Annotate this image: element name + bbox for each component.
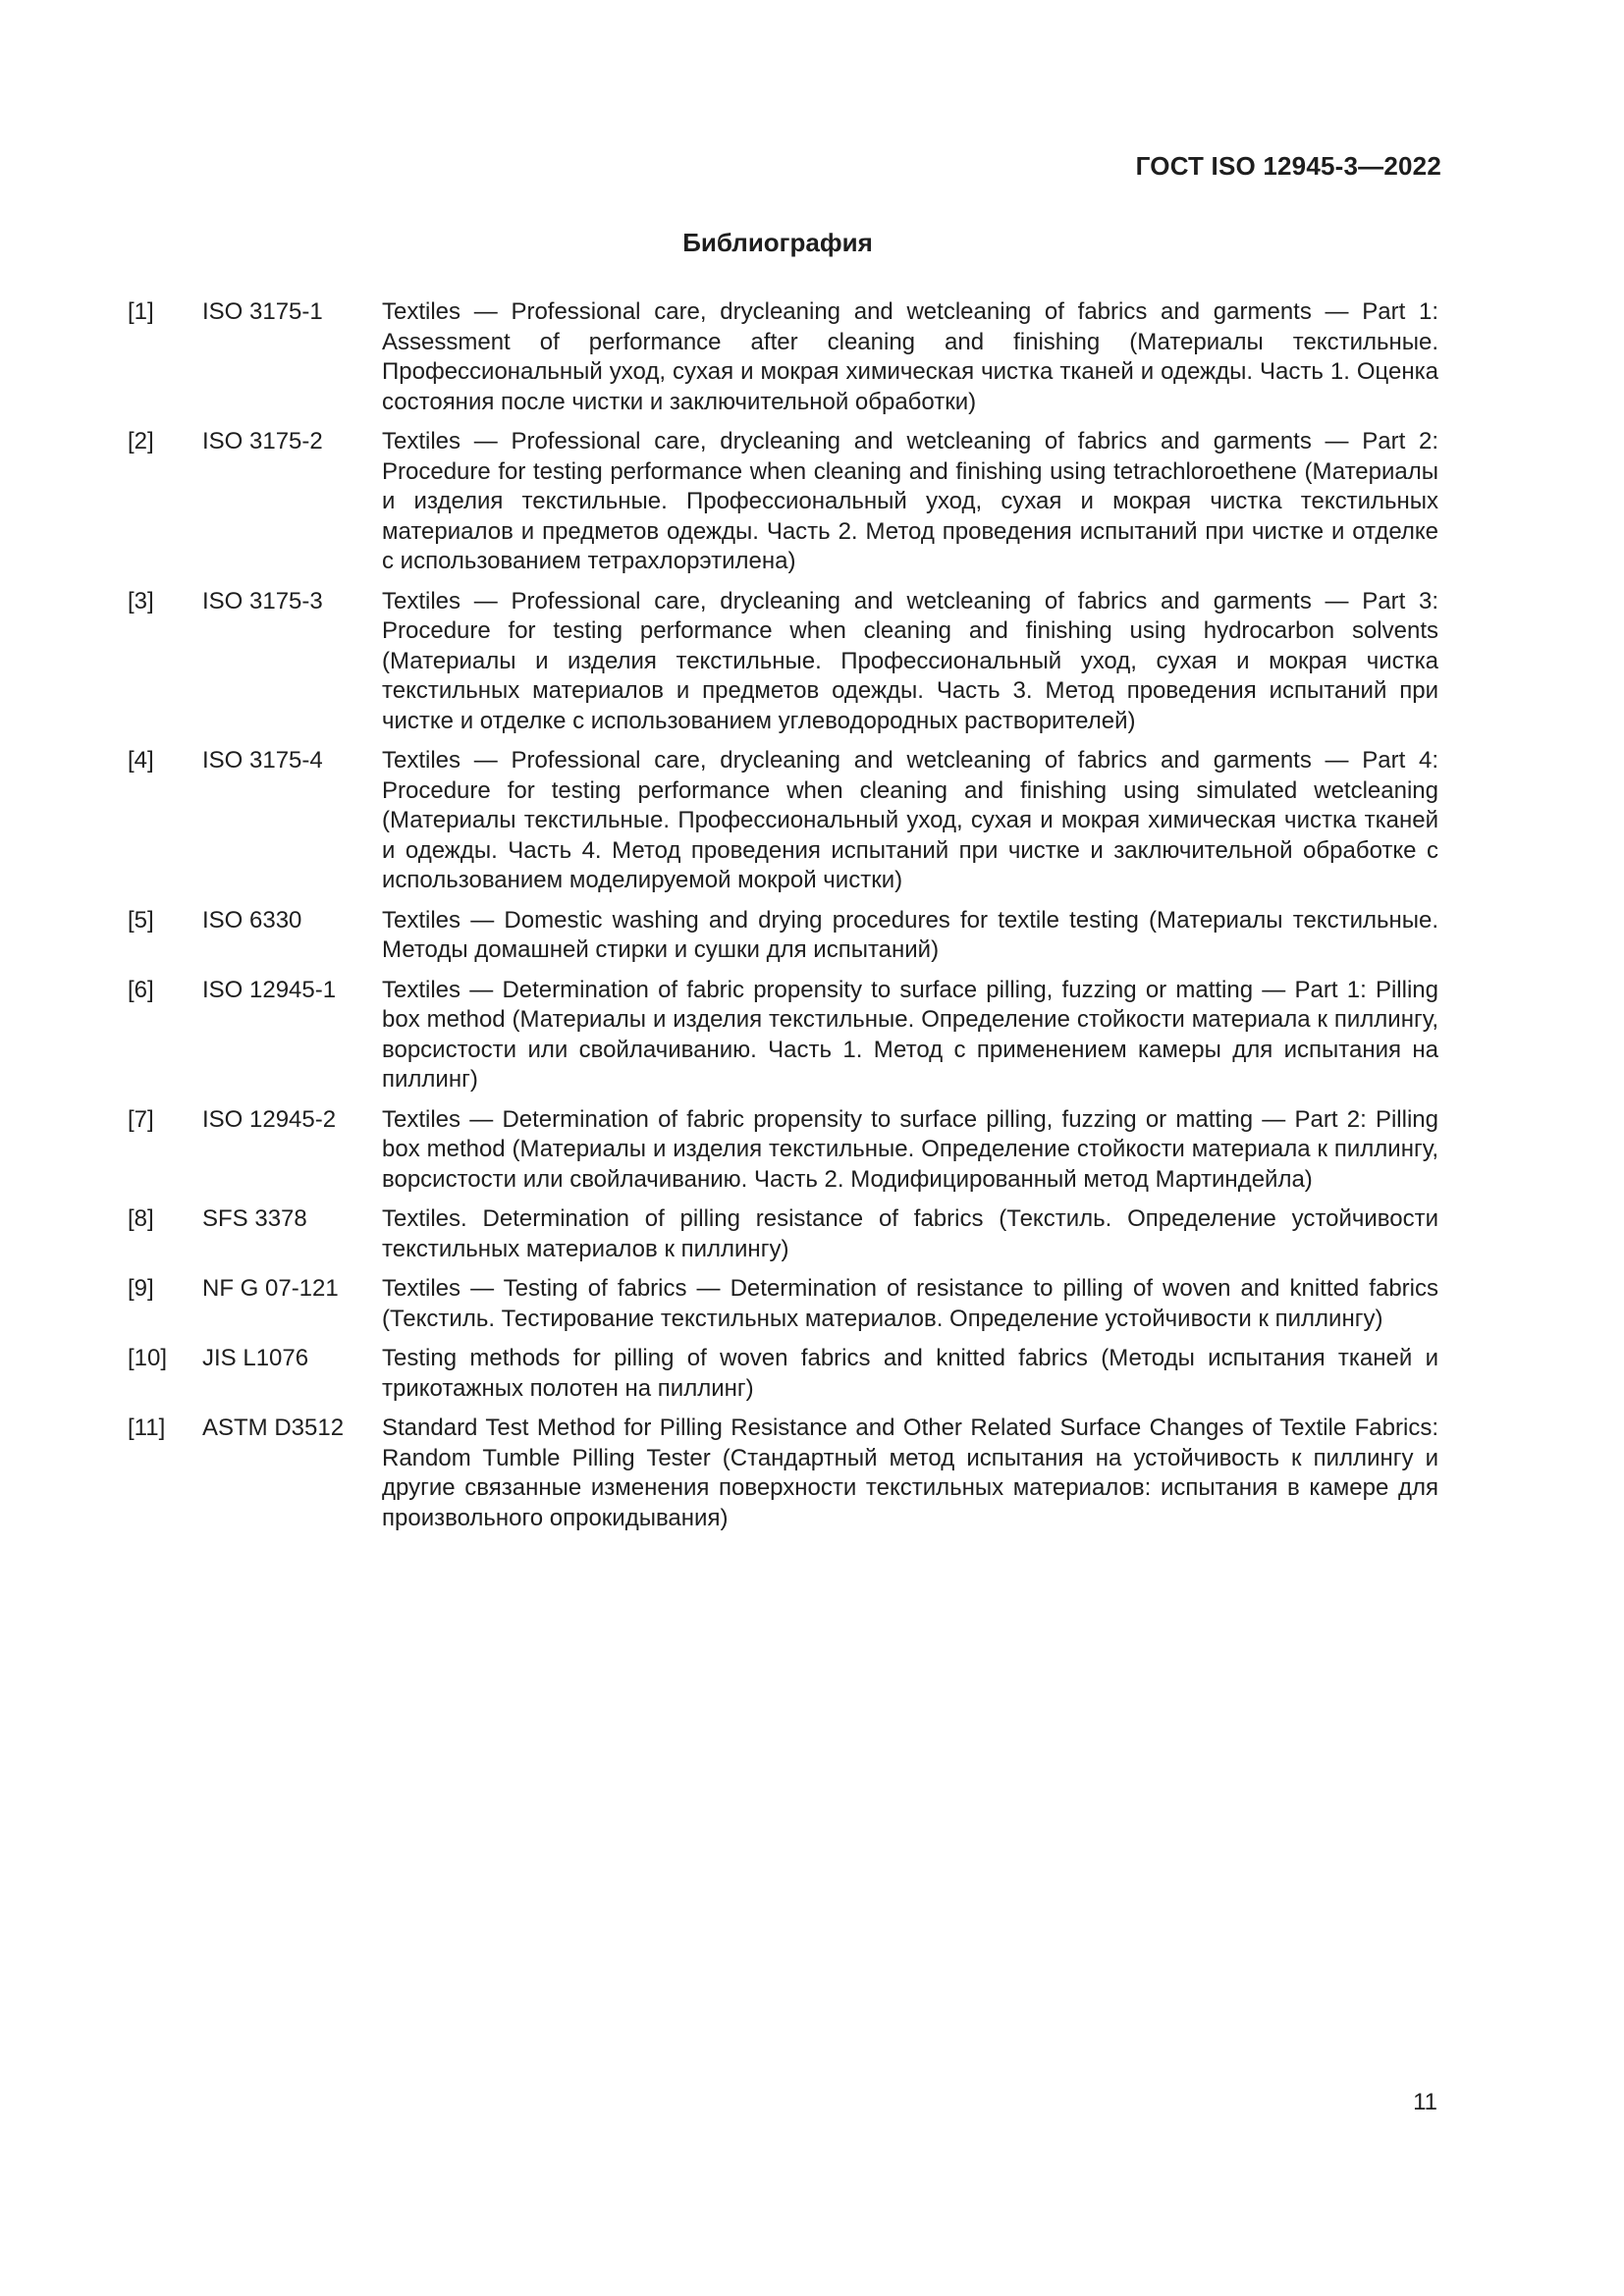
bibliography-entry [128, 1105, 1438, 1196]
page-number: 11 [1413, 2089, 1437, 2115]
reference-text: Textiles — Testing of fabrics — Determination of resistance to pilling of woven and knitted fabrics (Текстиль. Тестирование текстильных материалов. Определение устойчивости к пиллингу) [382, 1275, 1438, 1332]
bibliography-entry [128, 587, 1438, 737]
reference-code: ISO 3175-4 [202, 747, 323, 774]
reference-number: [6] [128, 976, 154, 1003]
reference-number: [8] [128, 1205, 154, 1232]
bibliography-entry [128, 746, 1438, 896]
reference-text: Textiles — Determination of fabric propensity to surface pilling, fuzzing or matting — Part 1: Pilling box method (Материалы и изделия текстильные. Определение стойкости материала к пиллингу, ворсистости или свойлачиванию. Часть 1. Метод с применением камеры для испытания на пиллинг) [382, 976, 1438, 1093]
reference-number: [5] [128, 906, 154, 934]
bibliography-entry [128, 1274, 1438, 1334]
reference-number: [11] [128, 1415, 166, 1441]
reference-text: Textiles — Determination of fabric propensity to surface pilling, fuzzing or matting — Part 2: Pilling box method (Материалы и изделия текстильные. Определение стойкости материала к пиллингу, ворсистости или свойлачиванию. Часть 2. Модифицированный метод Мартиндейла) [382, 1105, 1438, 1193]
document-code: ГОСТ ISO 12945-3—2022 [1135, 151, 1441, 181]
reference-code: SFS 3378 [202, 1205, 307, 1232]
reference-text: Testing methods for pilling of woven fabrics and knitted fabrics (Методы испытания тканей и трикотажных полотен на пиллинг) [382, 1345, 1438, 1402]
bibliography-entry [128, 976, 1438, 1095]
reference-code: ISO 3175-2 [202, 428, 323, 454]
reference-number: [7] [128, 1105, 154, 1133]
reference-code: ISO 12945-2 [202, 1105, 337, 1133]
reference-code: ASTM D3512 [202, 1415, 345, 1441]
reference-number: [2] [128, 428, 154, 454]
reference-text: Textiles — Professional care, drycleaning and wetcleaning of fabrics and garments — Part 2: Procedure for testing performance when cleaning and finishing using tetrachloroethene (Материалы и изделия текстильные. Профессиональный уход, сухая и мокрая чистка текстильных материалов и предметов одежды. Часть 2. Метод проведения испытаний при чистке и отделке с использованием тетрахлорэтилена) [382, 428, 1438, 574]
reference-code: ISO 6330 [202, 906, 302, 934]
reference-number: [1] [128, 298, 154, 325]
reference-text: Textiles — Professional care, drycleaning and wetcleaning of fabrics and garments — Part 1: Assessment of performance after cleaning and finishing (Материалы текстильные. Профессиональный уход, сухая и мокрая химическая чистка тканей и одежды. Часть 1. Оценка состояния после чистки и заключительной обработки) [382, 298, 1438, 415]
reference-code: ISO 12945-1 [202, 976, 337, 1003]
reference-number: [3] [128, 587, 154, 614]
reference-text: Textiles — Domestic washing and drying procedures for textile testing (Материалы текстильные. Методы домашней стирки и сушки для испытаний) [382, 906, 1438, 963]
reference-code: NF G 07-121 [202, 1275, 339, 1302]
bibliography-entry [128, 906, 1438, 966]
reference-text: Textiles — Professional care, drycleaning and wetcleaning of fabrics and garments — Part 4: Procedure for testing performance when cleaning and finishing using simulated wetcleaning (Материалы текстильные. Профессиональный уход, сухая и мокрая химическая чистка тканей и одежды. Часть 4. Метод проведения испытаний при чистке и заключительной обработке с использованием моделируемой мокрой чистки) [382, 747, 1438, 893]
reference-text: Textiles. Determination of pilling resistance of fabrics (Текстиль. Определение устойчивости текстильных материалов к пиллингу) [382, 1205, 1438, 1262]
bibliography-entry [128, 297, 1438, 417]
bibliography-entry [128, 1204, 1438, 1264]
bibliography-entry [128, 1344, 1438, 1404]
bibliography-entry [128, 1414, 1438, 1533]
reference-code: ISO 3175-3 [202, 587, 323, 614]
reference-text: Standard Test Method for Pilling Resistance and Other Related Surface Changes of Textile Fabrics: Random Tumble Pilling Tester (Стандартный метод испытания на устойчивость к пиллингу и другие связанные изменения поверхности текстильных материалов: испытания в камере для произвольного опрокидывания) [382, 1415, 1438, 1531]
reference-number: [9] [128, 1275, 154, 1302]
reference-number: [10] [128, 1345, 168, 1371]
page-title: Библиография [682, 228, 873, 257]
bibliography-list [128, 297, 1438, 1543]
reference-text: Textiles — Professional care, drycleaning and wetcleaning of fabrics and garments — Part 3: Procedure for testing performance when cleaning and finishing using hydrocarbon solvents (Материалы и изделия текстильные. Профессиональный уход, сухая и мокрая чистка текстильных материалов и предметов одежды. Часть 3. Метод проведения испытаний при чистке и отделке с использованием углеводородных растворителей) [382, 587, 1438, 734]
reference-code: ISO 3175-1 [202, 298, 323, 325]
reference-number: [4] [128, 747, 154, 774]
reference-code: JIS L1076 [202, 1345, 309, 1371]
bibliography-entry [128, 427, 1438, 577]
